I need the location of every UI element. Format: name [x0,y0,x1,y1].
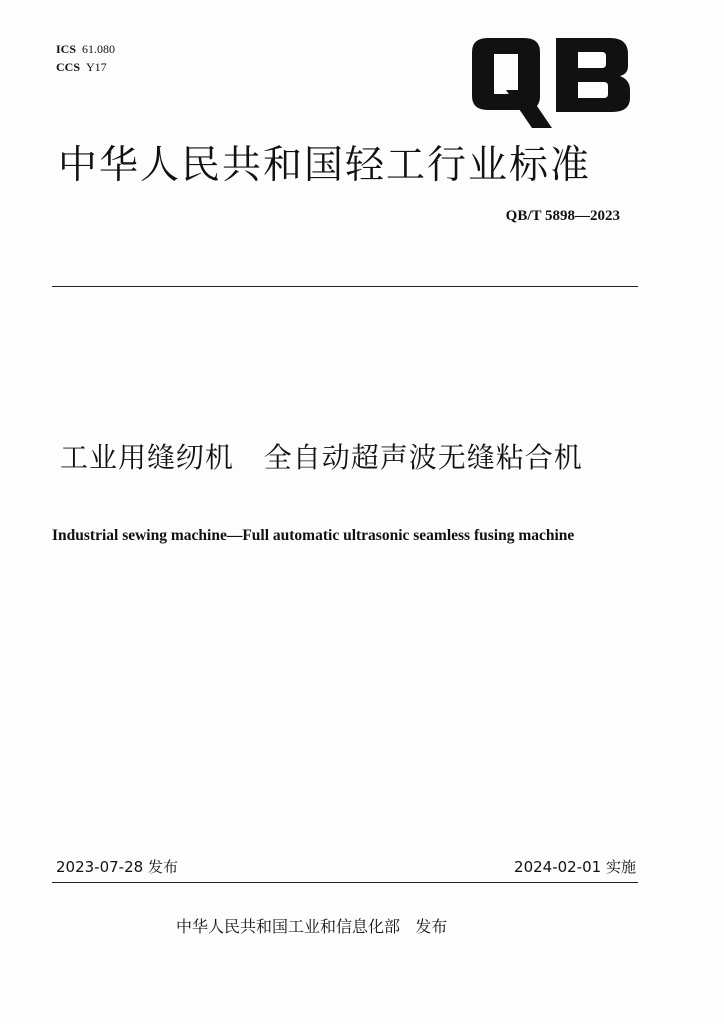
ccs-label: CCS [56,60,81,74]
standard-title-chinese: 工业用缝纫机 全自动超声波无缝粘合机 [60,441,583,474]
organization-title: 中华人民共和国轻工行业标准 [58,143,592,188]
classification-codes [56,40,115,76]
ccs-code: Y17 [86,60,107,74]
standard-title-english: Industrial sewing machine—Full automatic ultrasonic seamless fusing machine [52,527,575,544]
implementation-date: 2024-02-01 实施 [514,858,636,876]
bottom-divider [52,882,638,883]
standard-number: QB/T 5898—2023 [505,208,620,224]
issue-date: 2023-07-28 发布 [56,858,178,876]
ics-row [56,40,115,58]
issuing-authority: 中华人民共和国工业和信息化部 发布 [176,917,448,936]
qb-logo [462,30,640,140]
top-divider [52,286,638,287]
ics-code: 61.080 [82,42,116,56]
ics-label: ICS [56,42,77,56]
qb-logo-graphic [462,30,640,140]
ccs-row [56,58,115,76]
